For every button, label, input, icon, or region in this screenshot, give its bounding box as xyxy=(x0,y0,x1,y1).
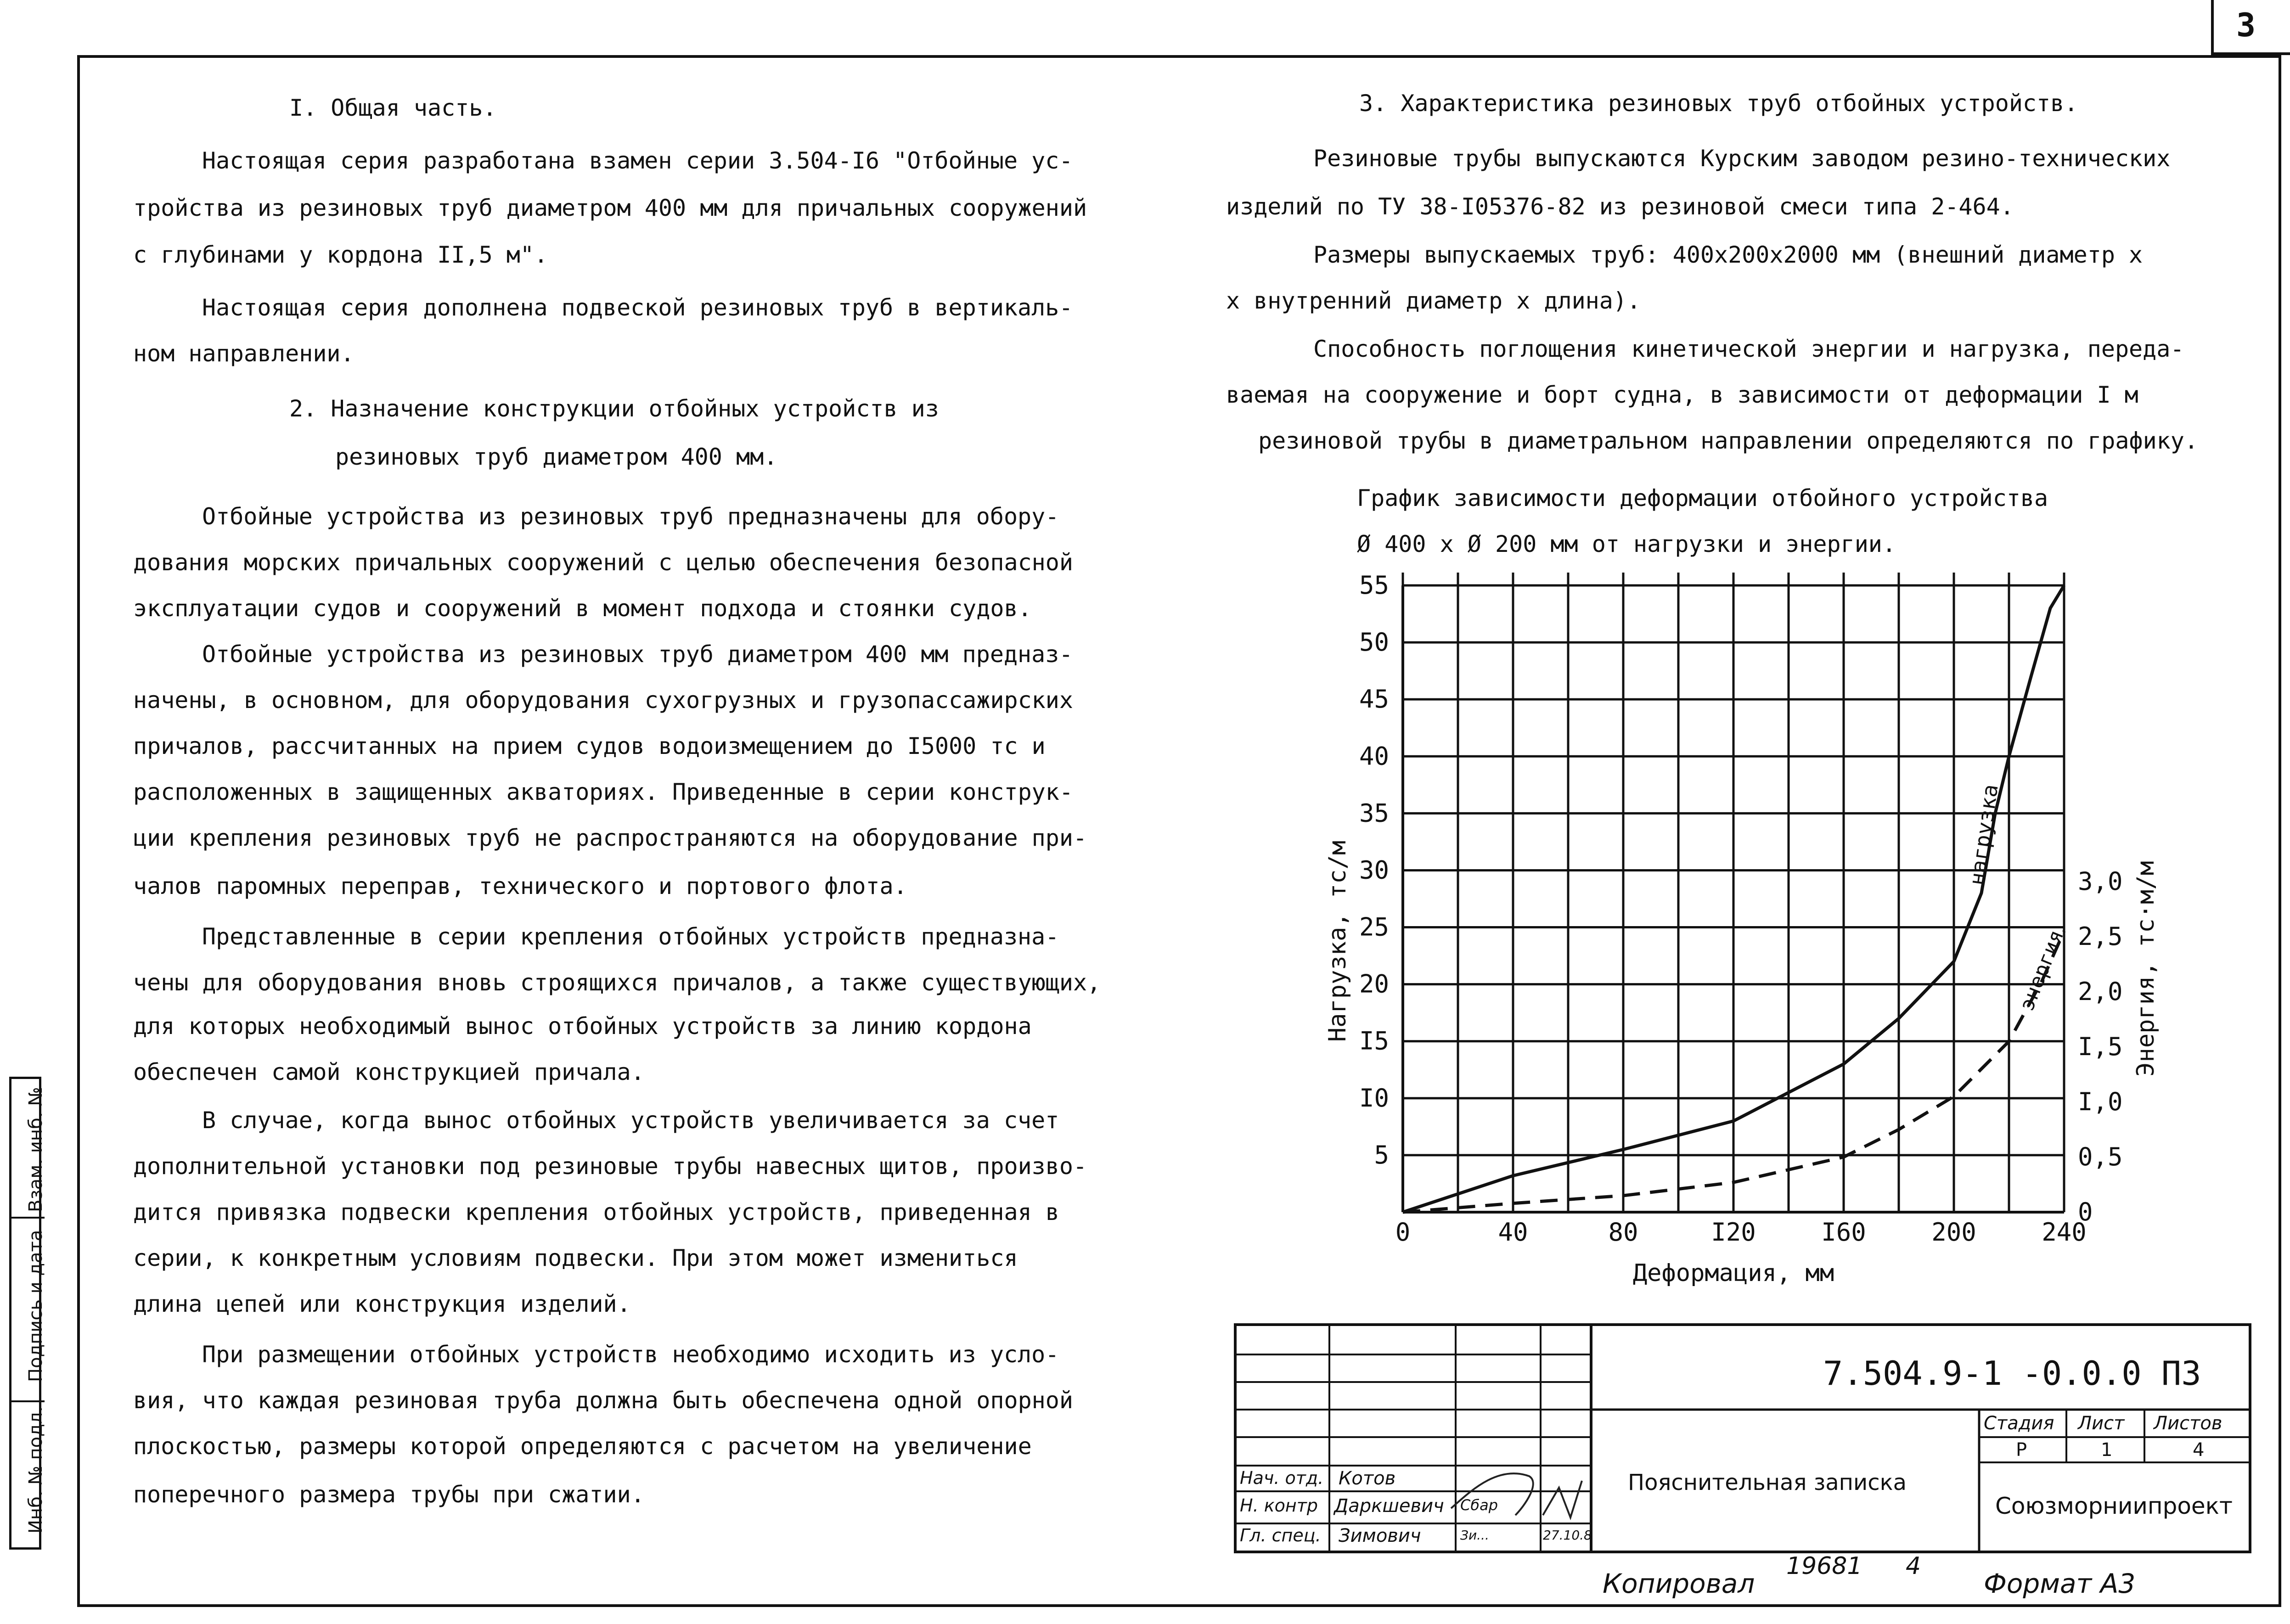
text-line: серии, к конкретным условиям подвески. При этом может измениться xyxy=(133,1245,1018,1271)
text-line: Представленные в серии крепления отбойных устройств предназна- xyxy=(202,923,1059,950)
text-line: ции крепления резиновых труб не распространяются на оборудование при- xyxy=(133,825,1087,851)
format-label: Формат А3 xyxy=(1984,1568,2136,1599)
y2-tick-label: 0 xyxy=(2078,1197,2093,1226)
heading-purpose: 2. Назначение конструкции отбойных устройств из xyxy=(289,395,939,422)
text-line: для которых необходимый вынос отбойных устройств за линию кордона xyxy=(133,1013,1032,1040)
annotation-load: нагрузка xyxy=(1964,782,2003,887)
name-zimovich: Зимович xyxy=(1339,1525,1421,1546)
text-line: Отбойные устройства из резиновых труб диаметром 400 мм предназ- xyxy=(202,641,1073,668)
sheet-value: 1 xyxy=(2101,1439,2113,1461)
x-tick-label: I20 xyxy=(1711,1218,1756,1247)
text-line: длина цепей или конструкция изделий. xyxy=(133,1291,631,1317)
role-norm: Н. контр xyxy=(1240,1495,1318,1516)
text-line: В случае, когда вынос отбойных устройств увеличивается за счет xyxy=(202,1107,1059,1134)
x-axis-label: Деформация, мм xyxy=(1632,1259,1834,1287)
y2-tick-label: 2,0 xyxy=(2078,977,2123,1006)
text-line: Настоящая серия разработана взамен серии 3.504-I6 "Отбойные ус- xyxy=(202,147,1073,174)
y-tick-label: 50 xyxy=(1359,628,1389,657)
stage-header: Стадия xyxy=(1984,1413,2054,1434)
y-tick-label: 5 xyxy=(1374,1140,1389,1169)
heading-characteristics: 3. Характеристика резиновых труб отбойных устройств. xyxy=(1359,90,2078,117)
role-chief: Гл. спец. xyxy=(1240,1525,1321,1545)
y-tick-label: 45 xyxy=(1359,685,1389,714)
chart-caption: График зависимости деформации отбойного устройства xyxy=(1357,485,2048,511)
annotation-energy: энергия xyxy=(2014,927,2069,1015)
text-line: дится привязка подвески крепления отбойных устройств, приведенная в xyxy=(133,1199,1059,1225)
text-line: резиновой трубы в диаметральном направлении определяются по графику. xyxy=(1258,427,2198,454)
side-inv-no: Инб. № подл. xyxy=(25,1406,46,1534)
x-tick-label: 200 xyxy=(1931,1218,1976,1247)
text-line: дования морских причальных сооружений с целью обеспечения безопасной xyxy=(133,549,1073,576)
y2-tick-label: 0,5 xyxy=(2078,1142,2123,1171)
y-tick-label: 30 xyxy=(1359,855,1389,885)
y-tick-label: 40 xyxy=(1359,742,1389,771)
stage-value: Р xyxy=(2016,1439,2027,1461)
sheets-header: Листов xyxy=(2154,1413,2222,1434)
text-line: чалов паромных переправ, технического и портового флота. xyxy=(133,873,907,899)
x-tick-label: 80 xyxy=(1608,1218,1638,1247)
text-line: Отбойные устройства из резиновых труб предназначены для обору- xyxy=(202,503,1059,530)
copied-mark: 4 xyxy=(1906,1552,1921,1580)
sign-2: Сбар xyxy=(1460,1496,1498,1514)
text-line: обеспечен самой конструкцией причала. xyxy=(133,1059,645,1085)
text-line: эксплуатации судов и сооружений в момент подхода и стоянки судов. xyxy=(133,595,1032,622)
heading-general: I. Общая часть. xyxy=(289,95,497,121)
x-tick-label: 40 xyxy=(1498,1218,1528,1247)
y2-tick-label: 2,5 xyxy=(2078,922,2123,951)
text-line: ном направлении. xyxy=(133,340,354,367)
y2-tick-label: 3,0 xyxy=(2078,867,2123,896)
y-tick-label: 55 xyxy=(1359,571,1389,600)
y-tick-label: 35 xyxy=(1359,798,1389,828)
text-line: вия, что каждая резиновая труба должна быть обеспечена одной опорной xyxy=(133,1387,1073,1414)
chart-caption: Ø 400 х Ø 200 мм от нагрузки и энергии. xyxy=(1357,531,1896,557)
y-axis-label: Нагрузка, тс/м xyxy=(1324,840,1351,1042)
text-line: с глубинами у кордона II,5 м". xyxy=(133,242,548,268)
text-line: начены, в основном, для оборудования сухогрузных и грузопассажирских xyxy=(133,687,1073,714)
text-line: тройства из резиновых труб диаметром 400 мм для причальных сооружений xyxy=(133,195,1087,221)
date-3: 27.10.8 xyxy=(1543,1528,1592,1543)
sheet-header: Лист xyxy=(2078,1413,2125,1434)
name-kotov: Котов xyxy=(1339,1468,1396,1489)
text-line: Способность поглощения кинетической энергии и нагрузка, переда- xyxy=(1313,336,2184,362)
doc-title: Пояснительная записка xyxy=(1628,1470,1907,1495)
copied-label: Копировал xyxy=(1603,1568,1755,1599)
text-line: поперечного размера трубы при сжатии. xyxy=(133,1481,645,1508)
text-line: дополнительной установки под резиновые трубы навесных щитов, произво- xyxy=(133,1153,1087,1180)
organization: Союзморниипроект xyxy=(1995,1493,2233,1519)
text-line: чены для оборудования вновь строящихся причалов, а также существующих, xyxy=(133,969,1101,996)
y-tick-label: 20 xyxy=(1359,969,1389,999)
side-sign-date: Подпись и дата xyxy=(25,1230,46,1382)
y-tick-label: I5 xyxy=(1359,1026,1389,1056)
text-line: расположенных в защищенных акваториях. Приведенные в серии конструк- xyxy=(133,779,1073,805)
text-line: х внутренний диаметр х длина). xyxy=(1226,287,1641,314)
text-line: Настоящая серия дополнена подвеской резиновых труб в вертикаль- xyxy=(202,294,1073,321)
y-tick-label: I0 xyxy=(1359,1083,1389,1113)
copied-number: 19681 xyxy=(1786,1552,1862,1580)
y2-axis-label: Энергия, тс·м/м xyxy=(2132,861,2160,1077)
sign-3: Зи... xyxy=(1460,1528,1489,1543)
text-line: Размеры выпускаемых труб: 400х200х2000 мм (внешний диаметр х xyxy=(1313,242,2143,268)
text-line: причалов, рассчитанных на прием судов водоизмещением до I5000 тс и xyxy=(133,733,1046,759)
side-replaces-inv: Взам. инб. № xyxy=(25,1087,46,1212)
y2-tick-label: I,0 xyxy=(2078,1087,2123,1116)
y-tick-label: 25 xyxy=(1359,912,1389,942)
name-darkshevich: Даркшевич xyxy=(1334,1495,1444,1517)
sheets-value: 4 xyxy=(2193,1439,2205,1461)
text-line: При размещении отбойных устройств необходимо исходить из усло- xyxy=(202,1341,1059,1368)
doc-code: 7.504.9-1 -0.0.0 ПЗ xyxy=(1823,1354,2201,1393)
text-line: плоскостью, размеры которой определяются с расчетом на увеличение xyxy=(133,1433,1032,1460)
page-number: 3 xyxy=(2236,6,2256,44)
text-line: изделий по ТУ 38-I05376-82 из резиновой смеси типа 2-464. xyxy=(1226,193,2014,220)
x-tick-label: 240 xyxy=(2042,1218,2087,1247)
role-head: Нач. отд. xyxy=(1240,1468,1324,1488)
heading-purpose-cont: резиновых труб диаметром 400 мм. xyxy=(335,444,778,470)
text-line: ваемая на сооружение и борт судна, в зависимости от деформации I м xyxy=(1226,382,2138,408)
y2-tick-label: I,5 xyxy=(2078,1032,2123,1061)
text-line: Резиновые трубы выпускаются Курским заводом резино-технических xyxy=(1313,145,2171,172)
x-tick-label: 0 xyxy=(1395,1218,1411,1247)
x-tick-label: I60 xyxy=(1821,1218,1866,1247)
